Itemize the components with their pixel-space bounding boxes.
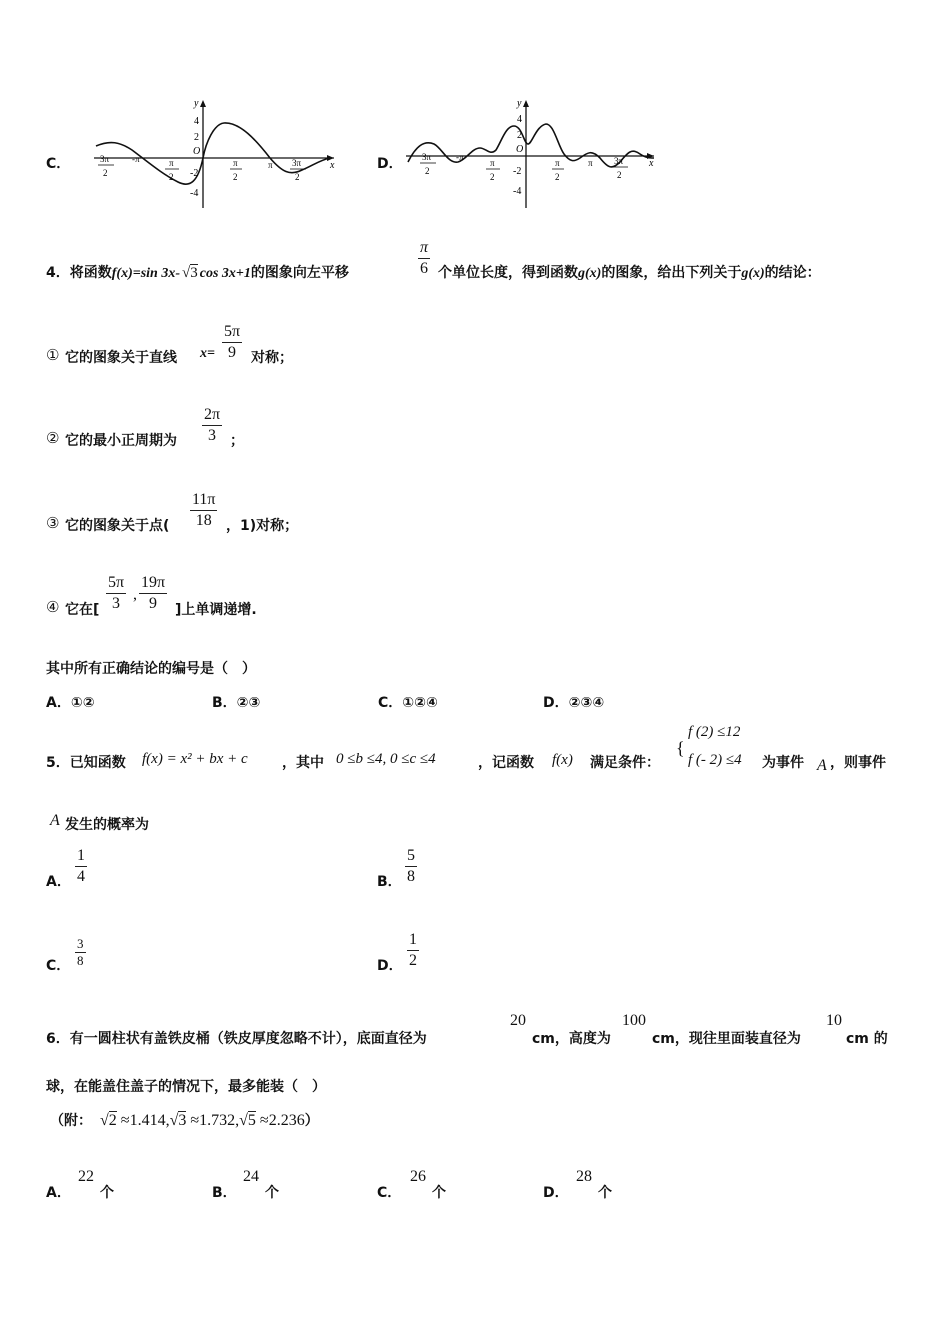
tick-y2: 2 (194, 132, 199, 143)
tick-negpi: -π (132, 154, 140, 164)
sqrt-5: √5 (239, 1112, 256, 1129)
statement-2-fraction: 2π 3 (204, 406, 221, 444)
q5-option-d-label[interactable]: D． (377, 958, 403, 974)
y-label: y (194, 98, 199, 109)
statement-1-text: 它的图象关于直线 (65, 350, 177, 366)
q5-line2: 发生的概率为 (65, 817, 149, 833)
q5-option-b-label[interactable]: B． (377, 874, 402, 890)
tick-ym4: -4 (513, 186, 522, 197)
sqrt-symbol: √3 (182, 265, 198, 281)
q6-option-a-value: 22 (78, 1168, 94, 1185)
q6-option-c-unit: 个 (432, 1185, 446, 1201)
q4-prefix: 4．将函数 (46, 265, 112, 281)
q4-question: 其中所有正确结论的编号是（ ） (46, 661, 256, 677)
option-d-label: D． (377, 156, 403, 172)
q5-system-line-1: f (2) ≤12 (688, 724, 741, 740)
tick-ym4: -4 (190, 188, 199, 199)
tick-negpi: -π (456, 152, 464, 162)
graph-d (402, 96, 662, 212)
tick-ym2: -2 (190, 168, 199, 179)
statement-2-end: ； (230, 433, 244, 449)
tick-3pi2-num: 3π (292, 158, 302, 168)
q6-line2: 球，在能盖住盖子的情况下，最多能装（ ） (46, 1079, 326, 1095)
q5-mid4: 为事件 (762, 755, 804, 771)
q5-line2-a: A (50, 812, 60, 829)
tick-neg3pi2-num: 3π (422, 152, 432, 162)
q6-option-a-unit: 个 (100, 1185, 114, 1201)
q6-cm2: cm，现往里面装直径为 (652, 1031, 801, 1047)
q5-option-a-label[interactable]: A． (46, 874, 71, 890)
q6-diameter: 20 (510, 1012, 526, 1029)
q6-option-a-label[interactable]: A． (46, 1185, 71, 1201)
statement-4-fraction-1: 5π 3 (108, 574, 125, 612)
q4-option-c[interactable]: C．①②④ (378, 695, 438, 711)
q5-mid3: 满足条件： (590, 755, 660, 771)
tick-origin: O (516, 144, 524, 155)
statement-2-text: 它的最小正周期为 (65, 433, 177, 449)
tick-y4: 4 (517, 114, 522, 125)
statement-4-end: ]上单调递增. (175, 602, 257, 618)
q5-system-line-2: f (- 2) ≤4 (688, 752, 742, 768)
statement-3-text: 它的图象关于点( (65, 518, 170, 534)
q6-note: （附： √2 ≈1.414, √3 ≈1.732, √5 ≈2.236 ） (50, 1112, 319, 1129)
q5-event-a: A (817, 757, 827, 774)
tick-ym2: -2 (513, 166, 522, 177)
tick-3pi2-num: 3π (614, 156, 624, 166)
tick-negpi2-den: 2 (169, 172, 174, 182)
statement-4-text: 它在[ (65, 602, 100, 618)
statement-2-mark: ② (46, 429, 60, 447)
statement-1-end: 对称； (251, 350, 293, 366)
graph-c (90, 96, 340, 212)
q6-ball-diameter: 10 (826, 1012, 842, 1029)
q5-fx: f(x) (552, 752, 573, 768)
q6-option-b-label[interactable]: B． (212, 1185, 237, 1201)
q4-option-d[interactable]: D．②③④ (543, 695, 605, 711)
q6-prefix: 6．有一圆柱状有盖铁皮桶（铁皮厚度忽略不计），底面直径为 (46, 1031, 427, 1047)
sqrt-2: √2 (100, 1112, 117, 1129)
tick-pi2-num: π (555, 158, 560, 168)
tick-y4: 4 (194, 116, 199, 127)
q6-height: 100 (622, 1012, 646, 1029)
tick-3pi2-den: 2 (617, 170, 622, 180)
q5-end: ，则事件 (830, 755, 886, 771)
sqrt-3: √3 (169, 1112, 187, 1129)
tick-pi: π (588, 158, 593, 168)
tick-pi2-den: 2 (233, 172, 238, 182)
tick-pi: π (268, 160, 273, 170)
q4-mid: 的图象向左平移 (250, 265, 349, 281)
statement-1-var: x= (200, 346, 215, 361)
q6-option-d-label[interactable]: D． (543, 1185, 569, 1201)
q6-option-b-value: 24 (243, 1168, 259, 1185)
statement-3-mark: ③ (46, 514, 60, 532)
q6-cm3: cm 的 (846, 1031, 888, 1047)
tick-pi2-den: 2 (555, 172, 560, 182)
y-label: y (517, 98, 522, 109)
q4-stem (46, 262, 349, 282)
q5-mid: ，其中 (282, 755, 324, 771)
x-label: x (330, 160, 335, 171)
tick-neg3pi2-den: 2 (103, 168, 108, 178)
q5-option-d-fraction: 1 2 (409, 931, 417, 969)
statement-3-end: ，1)对称； (226, 518, 299, 534)
statement-3-fraction: 11π 18 (192, 491, 216, 529)
q5-prefix: 5．已知函数 (46, 755, 126, 771)
q5-option-b-fraction: 5 8 (407, 847, 415, 885)
statement-4-mark: ④ (46, 598, 60, 616)
statement-4-comma: , (133, 586, 137, 603)
tick-origin: O (193, 146, 201, 157)
x-label: x (649, 158, 654, 169)
tick-neg3pi2-num: 3π (100, 154, 110, 164)
q6-option-c-value: 26 (410, 1168, 426, 1185)
statement-1-mark: ① (46, 346, 60, 364)
q4-shift-fraction: π 6 (420, 239, 429, 277)
q4-stem-tail: 个单位长度，得到函数 g(x) 的图象，给出下列关于 g(x) 的结论： (438, 265, 821, 281)
y-axis-arrow (523, 100, 529, 107)
q6-option-b-unit: 个 (265, 1185, 279, 1201)
q4-option-a[interactable]: A．①② (46, 695, 95, 711)
brace-icon: { (676, 738, 685, 758)
q6-cm1: cm，高度为 (532, 1031, 611, 1047)
tick-pi2-num: π (233, 158, 238, 168)
statement-1-fraction: 5π 9 (224, 323, 241, 361)
q5-option-a-fraction: 1 4 (77, 847, 85, 885)
tick-3pi2-den: 2 (295, 172, 300, 182)
q5-condition: 0 ≤b ≤4, 0 ≤c ≤4 (336, 751, 436, 767)
q5-function: f(x) = x² + bx + c (142, 751, 248, 767)
tick-neg3pi2-den: 2 (425, 166, 430, 176)
tick-y2: 2 (517, 130, 522, 141)
statement-4-fraction-2: 19π 9 (141, 574, 166, 612)
tick-negpi2-num: π (490, 158, 495, 168)
option-c-label: C． (46, 156, 71, 172)
tick-negpi2-num: π (169, 158, 174, 168)
tick-negpi2-den: 2 (490, 172, 495, 182)
q6-option-d-unit: 个 (598, 1185, 612, 1201)
q5-option-c-fraction: 3 8 (77, 936, 84, 968)
y-axis-arrow (200, 100, 206, 107)
q4-option-b[interactable]: B．②③ (212, 695, 261, 711)
q4-rest: cos 3x+1 (199, 266, 251, 281)
q6-option-d-value: 28 (576, 1168, 592, 1185)
q6-option-c-label[interactable]: C． (377, 1185, 402, 1201)
q5-option-c-label[interactable]: C． (46, 958, 71, 974)
q5-mid2: ，记函数 (478, 755, 534, 771)
q4-fx: f(x)=sin 3x- (111, 266, 180, 281)
